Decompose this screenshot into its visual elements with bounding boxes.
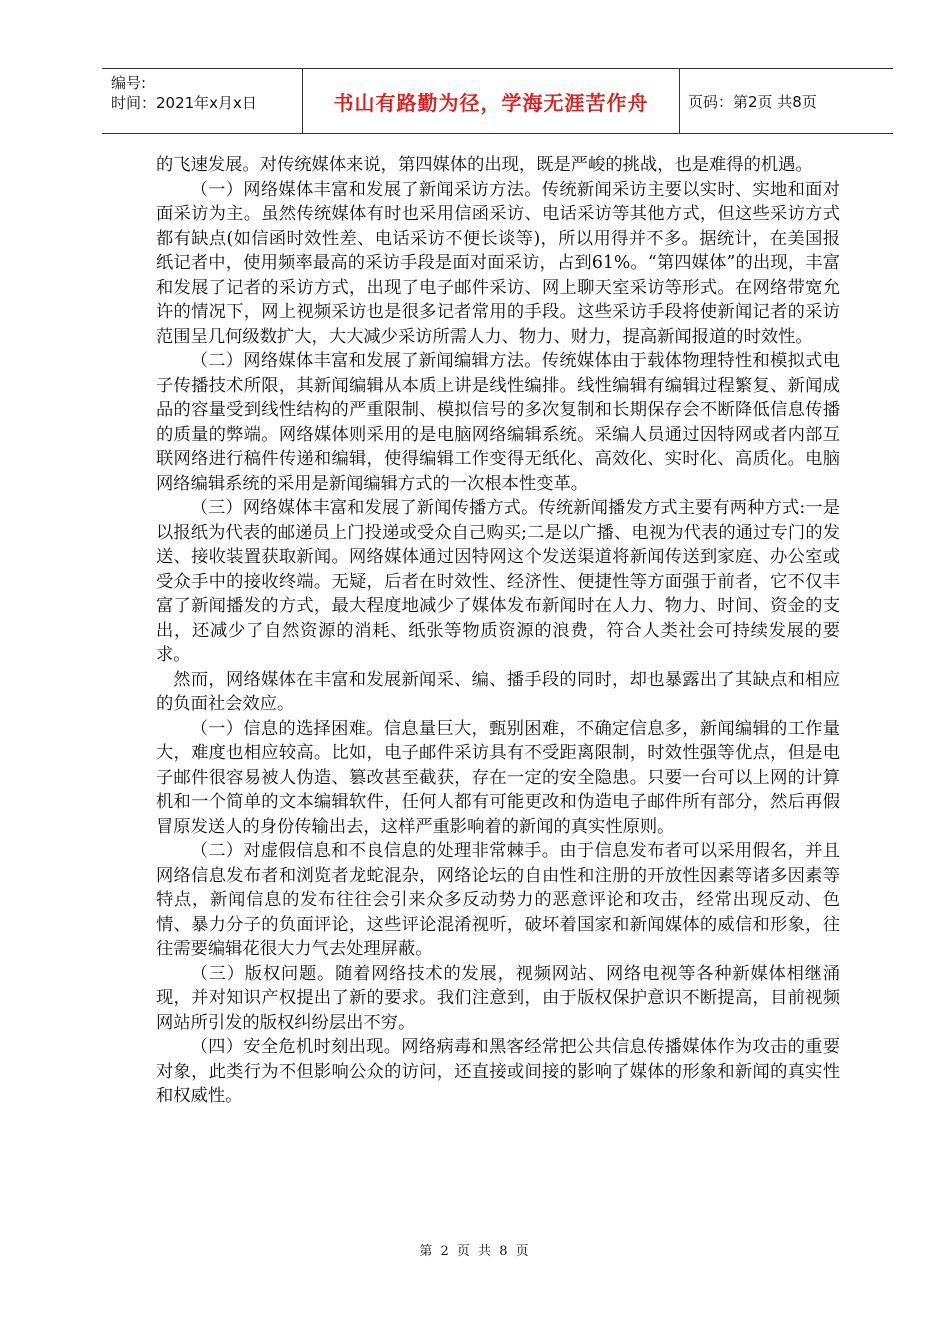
document-number-label: 编号: bbox=[111, 74, 147, 92]
page-footer: 第 2 页 共 8 页 bbox=[419, 1244, 531, 1259]
body-paragraph: （三）网络媒体丰富和发展了新闻传播方式。传统新闻播发方式主要有两种方式:一是以报纸为代表的邮递员上门投递或受众自己购买;二是以广播、电视为代表的通过专门的发送、接收装置获取新闻。网络媒体通过因特网这个发送渠道将新闻传送到家庭、办公室或受众手中的接收终端。无疑，后者在时效性、经济性、便捷性等方面强于前者，它不仅丰富了新闻播发的方式，最大程度地减少了媒体发布新闻时在人力、物力、时间、资金的支出，还减少了自然资源的消耗、纸张等物质资源的浪费，符合人类社会可持续发展的要求。 bbox=[156, 498, 840, 665]
body-paragraph: （四）安全危机时刻出现。网络病毒和黑客经常把公共信息传播媒体作为攻击的重要对象，此类行为不但影响公众的访问，还直接或间接的影响了媒体的形象和新闻的真实性和权威性。 bbox=[156, 1037, 840, 1106]
page-header bbox=[102, 68, 893, 134]
header-motto: 书山有路勤为径，学海无涯苦作舟 bbox=[333, 90, 649, 115]
body-paragraph: （二）网络媒体丰富和发展了新闻编辑方法。传统媒体由于载体物理特性和模拟式电子传播技术所限，其新闻编辑从本质上讲是线性编排。线性编辑有编辑过程繁复、新闻成品的容量受到线性结构的严重限制、模拟信号的多次复制和长期保存会不断降低信息传播的质量的弊端。网络媒体则采用的是电脑网络编辑系统。采编人员通过因特网或者内部互联网络进行稿件传递和编辑，使得编辑工作变得无纸化、高效化、实时化、高质化。电脑网络编辑系统的采用是新闻编辑方式的一次根本性变革。 bbox=[156, 351, 840, 494]
body-paragraph: 然而，网络媒体在丰富和发展新闻采、编、播手段的同时，却也暴露出了其缺点和相应的负面社会效应。 bbox=[156, 669, 840, 714]
header-page-cell bbox=[680, 69, 893, 133]
header-page-number: 页码：第2页 共8页 bbox=[688, 92, 817, 111]
body-paragraph: （二）对虚假信息和不良信息的处理非常棘手。由于信息发布者可以采用假名，并且网络信息发布者和浏览者龙蛇混杂，网络论坛的自由性和注册的开放性因素等诸多因素等特点，新闻信息的发布往往会引来众多反动势力的恶意评论和攻击，经常出现反动、色情、暴力分子的负面评论，这些评论混淆视听，破坏着国家和新闻媒体的威信和形象，往往需要编辑花很大力气去处理屏蔽。 bbox=[156, 841, 840, 959]
header-meta bbox=[102, 69, 303, 133]
document-date: 时间：2021年x月x日 bbox=[111, 94, 257, 112]
body-paragraph: （一）信息的选择困难。信息量巨大，甄别困难，不确定信息多，新闻编辑的工作量大，难度也相应较高。比如，电子邮件采访具有不受距离限制，时效性强等优点，但是电子邮件很容易被人伪造、篡改甚至截获，存在一定的安全隐患。只要一台可以上网的计算机和一个简单的文本编辑软件，任何人都有可能更改和伪造电子邮件所有部分，然后再假冒原发送人的身份传输出去，这样严重影响着的新闻的真实性原则。 bbox=[156, 718, 840, 837]
body-paragraph: （三）版权问题。随着网络技术的发展，视频网站、网络电视等各种新媒体相继涌现，并对知识产权提出了新的要求。我们注意到，由于版权保护意识不断提高，目前视频网站所引发的版权纠纷层出不穷。 bbox=[156, 963, 840, 1033]
document-body bbox=[156, 153, 840, 1109]
header-motto-cell bbox=[303, 69, 680, 133]
body-paragraph: 的飞速发展。对传统媒体来说，第四媒体的出现，既是严峻的挑战，也是难得的机遇。 bbox=[156, 155, 813, 175]
body-paragraph: （一）网络媒体丰富和发展了新闻采访方法。传统新闻采访主要以实时、实地和面对面采访为主。虽然传统媒体有时也采用信函采访、电话采访等其他方式，但这些采访方式都有缺点(如信函时效性差、电话采访不便长谈等)，所以用得并不多。据统计，在美国报纸记者中，使用频率最高的采访手段是面对面采访，占到61%。“第四媒体”的出现，丰富和发展了记者的采访方式，出现了电子邮件采访、网上聊天室采访等形式。在网络带宽允许的情况下，网上视频采访也是很多记者常用的手段。这些采访手段将使新闻记者的采访范围呈几何级数扩大，大大减少采访所需人力、物力、财力，提高新闻报道的时效性。 bbox=[156, 179, 840, 347]
